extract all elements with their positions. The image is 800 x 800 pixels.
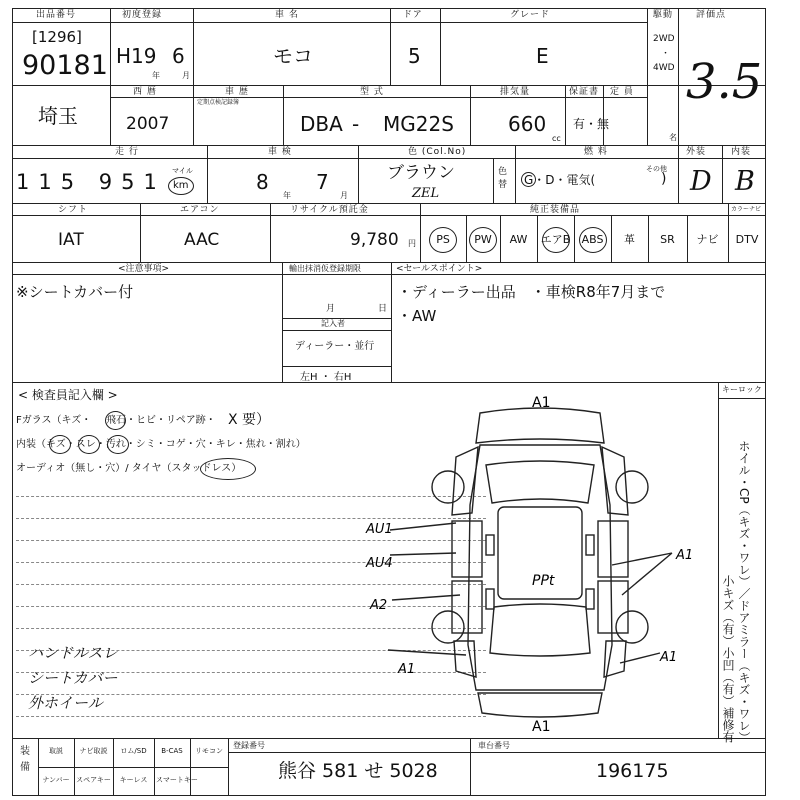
shaken-year: 8 [256, 170, 269, 194]
mark-front: A1 [532, 395, 551, 411]
warranty-value: 有・無 [573, 117, 610, 131]
chassis-no-label: 車台番号 [478, 741, 510, 750]
rear-fenders [454, 641, 626, 677]
color-value: ブラウン [387, 163, 455, 183]
fuel-other: その他 [646, 165, 667, 173]
footer-item-b-0: ナンバー [42, 776, 70, 784]
month-unit: 月 [182, 71, 190, 80]
handwritten-note-3: 外ホイール [28, 694, 103, 712]
equipment-item-エアb: エアB [540, 233, 571, 246]
equipment-item-pw: PW [474, 233, 492, 246]
plate-number: 熊谷 581 せ 5028 [278, 760, 438, 782]
mark-right-1: A1 [676, 548, 694, 563]
color-code: ZEL [412, 186, 440, 201]
footer-item-a-2: ロム/SD [120, 747, 147, 755]
left-rear-handle [486, 589, 494, 609]
model-prefix: DBA [300, 112, 343, 136]
doors: 5 [408, 44, 421, 68]
warranty-label: 保証書 [569, 87, 600, 97]
car-name-label: 車 名 [275, 10, 299, 20]
sales-line-1: ・ディーラー出品 ・車検R8年7月まで [397, 283, 666, 301]
recall-day: 日 [378, 304, 388, 314]
sales-label: <セールスポイント> [396, 264, 483, 274]
shift: IAT [58, 230, 84, 250]
side-note-1: ホイル・CP（キズ・ワレ）／ドアミラー（キズ・ワレ） [737, 440, 751, 744]
footer-item-a-1: ナビ取説 [79, 747, 108, 755]
region: 埼玉 [38, 104, 78, 128]
chassis-no: 196175 [596, 760, 669, 782]
fglass-x: X 要） [228, 412, 271, 428]
mile-unit: マイル [172, 167, 193, 175]
mark-left-4: A1 [398, 662, 416, 677]
color-label: 色 (Col.No) [408, 147, 467, 157]
km-unit: km [173, 180, 189, 191]
fuel-options: G・D・電気( [524, 173, 596, 187]
right-rear-handle [586, 589, 594, 609]
hood-windshield [486, 461, 594, 503]
recall-label: 輸出抹消仮登録期限 [289, 264, 361, 273]
equipment-item-sr: SR [660, 233, 675, 246]
mark-left-3: A2 [370, 598, 388, 613]
fuel-close-paren: ) [661, 171, 667, 187]
shift-label: シフト [58, 205, 89, 215]
footer-item-a-0: 取説 [49, 747, 63, 755]
left-front-door [452, 521, 482, 577]
exterior-label: 外装 [686, 147, 707, 157]
sales-line-2: ・AW [397, 307, 437, 325]
entry-label: 記入者 [321, 319, 345, 328]
fuel-label: 燃 料 [584, 147, 608, 157]
interior-circle-2 [78, 435, 100, 454]
rear-window [490, 604, 590, 656]
model-label: 型 式 [360, 87, 384, 97]
side-note-2: 小キズ（有）小凹（有）補修有 [721, 575, 735, 743]
footer-label-a: 装 [20, 746, 30, 757]
footer-item-b-1: スペアキー [76, 776, 111, 784]
mark-right-2: A1 [660, 650, 678, 665]
car-name: モコ [273, 44, 313, 68]
navi-label: カラーナビ [731, 206, 762, 213]
interior-circle-3 [107, 435, 129, 454]
dealer-option: ディーラー・並行 [295, 341, 375, 352]
lot-number: 90181 [22, 50, 108, 81]
caution-label: <注意事項> [118, 264, 170, 274]
left-mirror [486, 535, 494, 555]
model-code: MG22S [383, 112, 454, 136]
equipment-item-ps: PS [436, 233, 450, 246]
drive-label: 駆動 [653, 10, 674, 20]
equipment-label: 純正装備品 [530, 205, 581, 215]
grade: E [536, 44, 549, 68]
rear-right-wheel [616, 611, 648, 643]
steering-option: 左H ・ 右H [300, 372, 352, 383]
equipment-item-abs: ABS [581, 233, 604, 246]
exterior-grade: D [690, 166, 712, 197]
leader-lines [388, 523, 672, 663]
shaken-label: 車 検 [268, 147, 292, 157]
front-right-wheel [616, 471, 648, 503]
equipment-item-aw: AW [509, 233, 528, 246]
interior-grade: B [735, 166, 755, 197]
plate-label: 登録番号 [233, 741, 265, 750]
footer-item-a-4: リモコン [195, 747, 223, 755]
car-damage-diagram [360, 395, 720, 735]
equipment-item-ナビ: ナビ [696, 233, 719, 246]
displacement: 660 [508, 112, 547, 136]
caution-text: ※シートカバー付 [16, 283, 134, 301]
footer-item-b-3: スマートキー [156, 776, 198, 784]
right-mirror [586, 535, 594, 555]
inspector-title: < 検査員記入欄 > [18, 388, 118, 402]
first-reg-label: 初度登録 [122, 10, 163, 20]
keylock-label: キーロック [722, 385, 762, 394]
capacity-unit: 名 [669, 133, 677, 142]
first-reg-era: H19 [116, 44, 157, 68]
score-label: 評価点 [696, 10, 727, 20]
color-change: 色替 [498, 167, 508, 190]
mileage: 115 951 [16, 170, 166, 194]
yen-unit: 円 [408, 239, 416, 248]
fglass-options: 飛石・ヒビ・リペア跡・ [106, 415, 216, 426]
western-year-label: 西 暦 [133, 87, 157, 97]
audio-line: オーディオ（無し・穴）/ タイヤ（スタッドレス） [16, 463, 242, 474]
studless-circle [200, 458, 256, 480]
ac: AAC [184, 230, 220, 250]
mark-left-1: AU1 [366, 522, 393, 537]
capacity-label: 定 員 [610, 87, 634, 97]
handwritten-note-1: ハンドルスレ [28, 644, 118, 662]
model-dash: - [352, 112, 360, 136]
mark-left-2: AU4 [366, 556, 393, 571]
footer-label-b: 備 [20, 762, 30, 773]
doors-label: ドア [403, 10, 423, 20]
drive-4wd: 4WD [653, 63, 675, 73]
footer-item-b-2: キーレス [119, 776, 148, 784]
grade-label: グレード [510, 10, 551, 20]
recall-month: 月 [326, 304, 336, 314]
handwritten-note-2: シートカバー [28, 669, 118, 687]
shaken-year-unit: 年 [283, 191, 291, 200]
equipment-item-革: 革 [624, 233, 635, 246]
interior-line: 内装（キズ・スレ・汚れ・シミ・コゲ・穴・キレ・焦れ・割れ） [16, 439, 306, 450]
score: 3.5 [686, 54, 763, 110]
ac-label: エアコン [180, 205, 220, 215]
chassis-history-sub: 定期点検記録簿 [197, 99, 240, 106]
equipment-item-dtv: DTV [735, 233, 759, 246]
western-year: 2007 [126, 114, 170, 134]
rear-bumper-outline [478, 693, 602, 717]
fglass-prefix: Fガラス（キズ・ [16, 415, 92, 426]
left-rear-door [452, 581, 482, 633]
footer-item-a-3: B-CAS [161, 747, 183, 755]
right-front-door [598, 521, 628, 577]
year-unit: 年 [152, 71, 160, 80]
mark-rear: A1 [532, 719, 551, 735]
first-reg-month: 6 [172, 44, 185, 68]
mileage-label: 走 行 [115, 147, 139, 157]
mark-center: PPt [532, 573, 555, 589]
displacement-label: 排気量 [500, 87, 531, 97]
shaken-month-unit: 月 [340, 191, 348, 200]
recycle-label: リサイクル預託金 [290, 205, 369, 215]
interior-label: 内装 [731, 147, 752, 157]
front-bumper-outline [476, 408, 604, 443]
shaken-month: 7 [316, 170, 329, 194]
lot-no-label: 出品番号 [36, 10, 77, 20]
recycle-fee: 9,780 [350, 230, 399, 250]
rear-left-wheel [432, 611, 464, 643]
lot-bracket: [1296] [32, 28, 82, 46]
drive-dot: ・ [661, 49, 671, 59]
front-left-wheel [432, 471, 464, 503]
chassis-history-label: 車 歴 [225, 87, 249, 97]
right-rear-door [598, 581, 628, 633]
drive-2wd: 2WD [653, 34, 675, 44]
interior-circle-1 [49, 435, 71, 454]
cc-unit: cc [552, 134, 561, 143]
